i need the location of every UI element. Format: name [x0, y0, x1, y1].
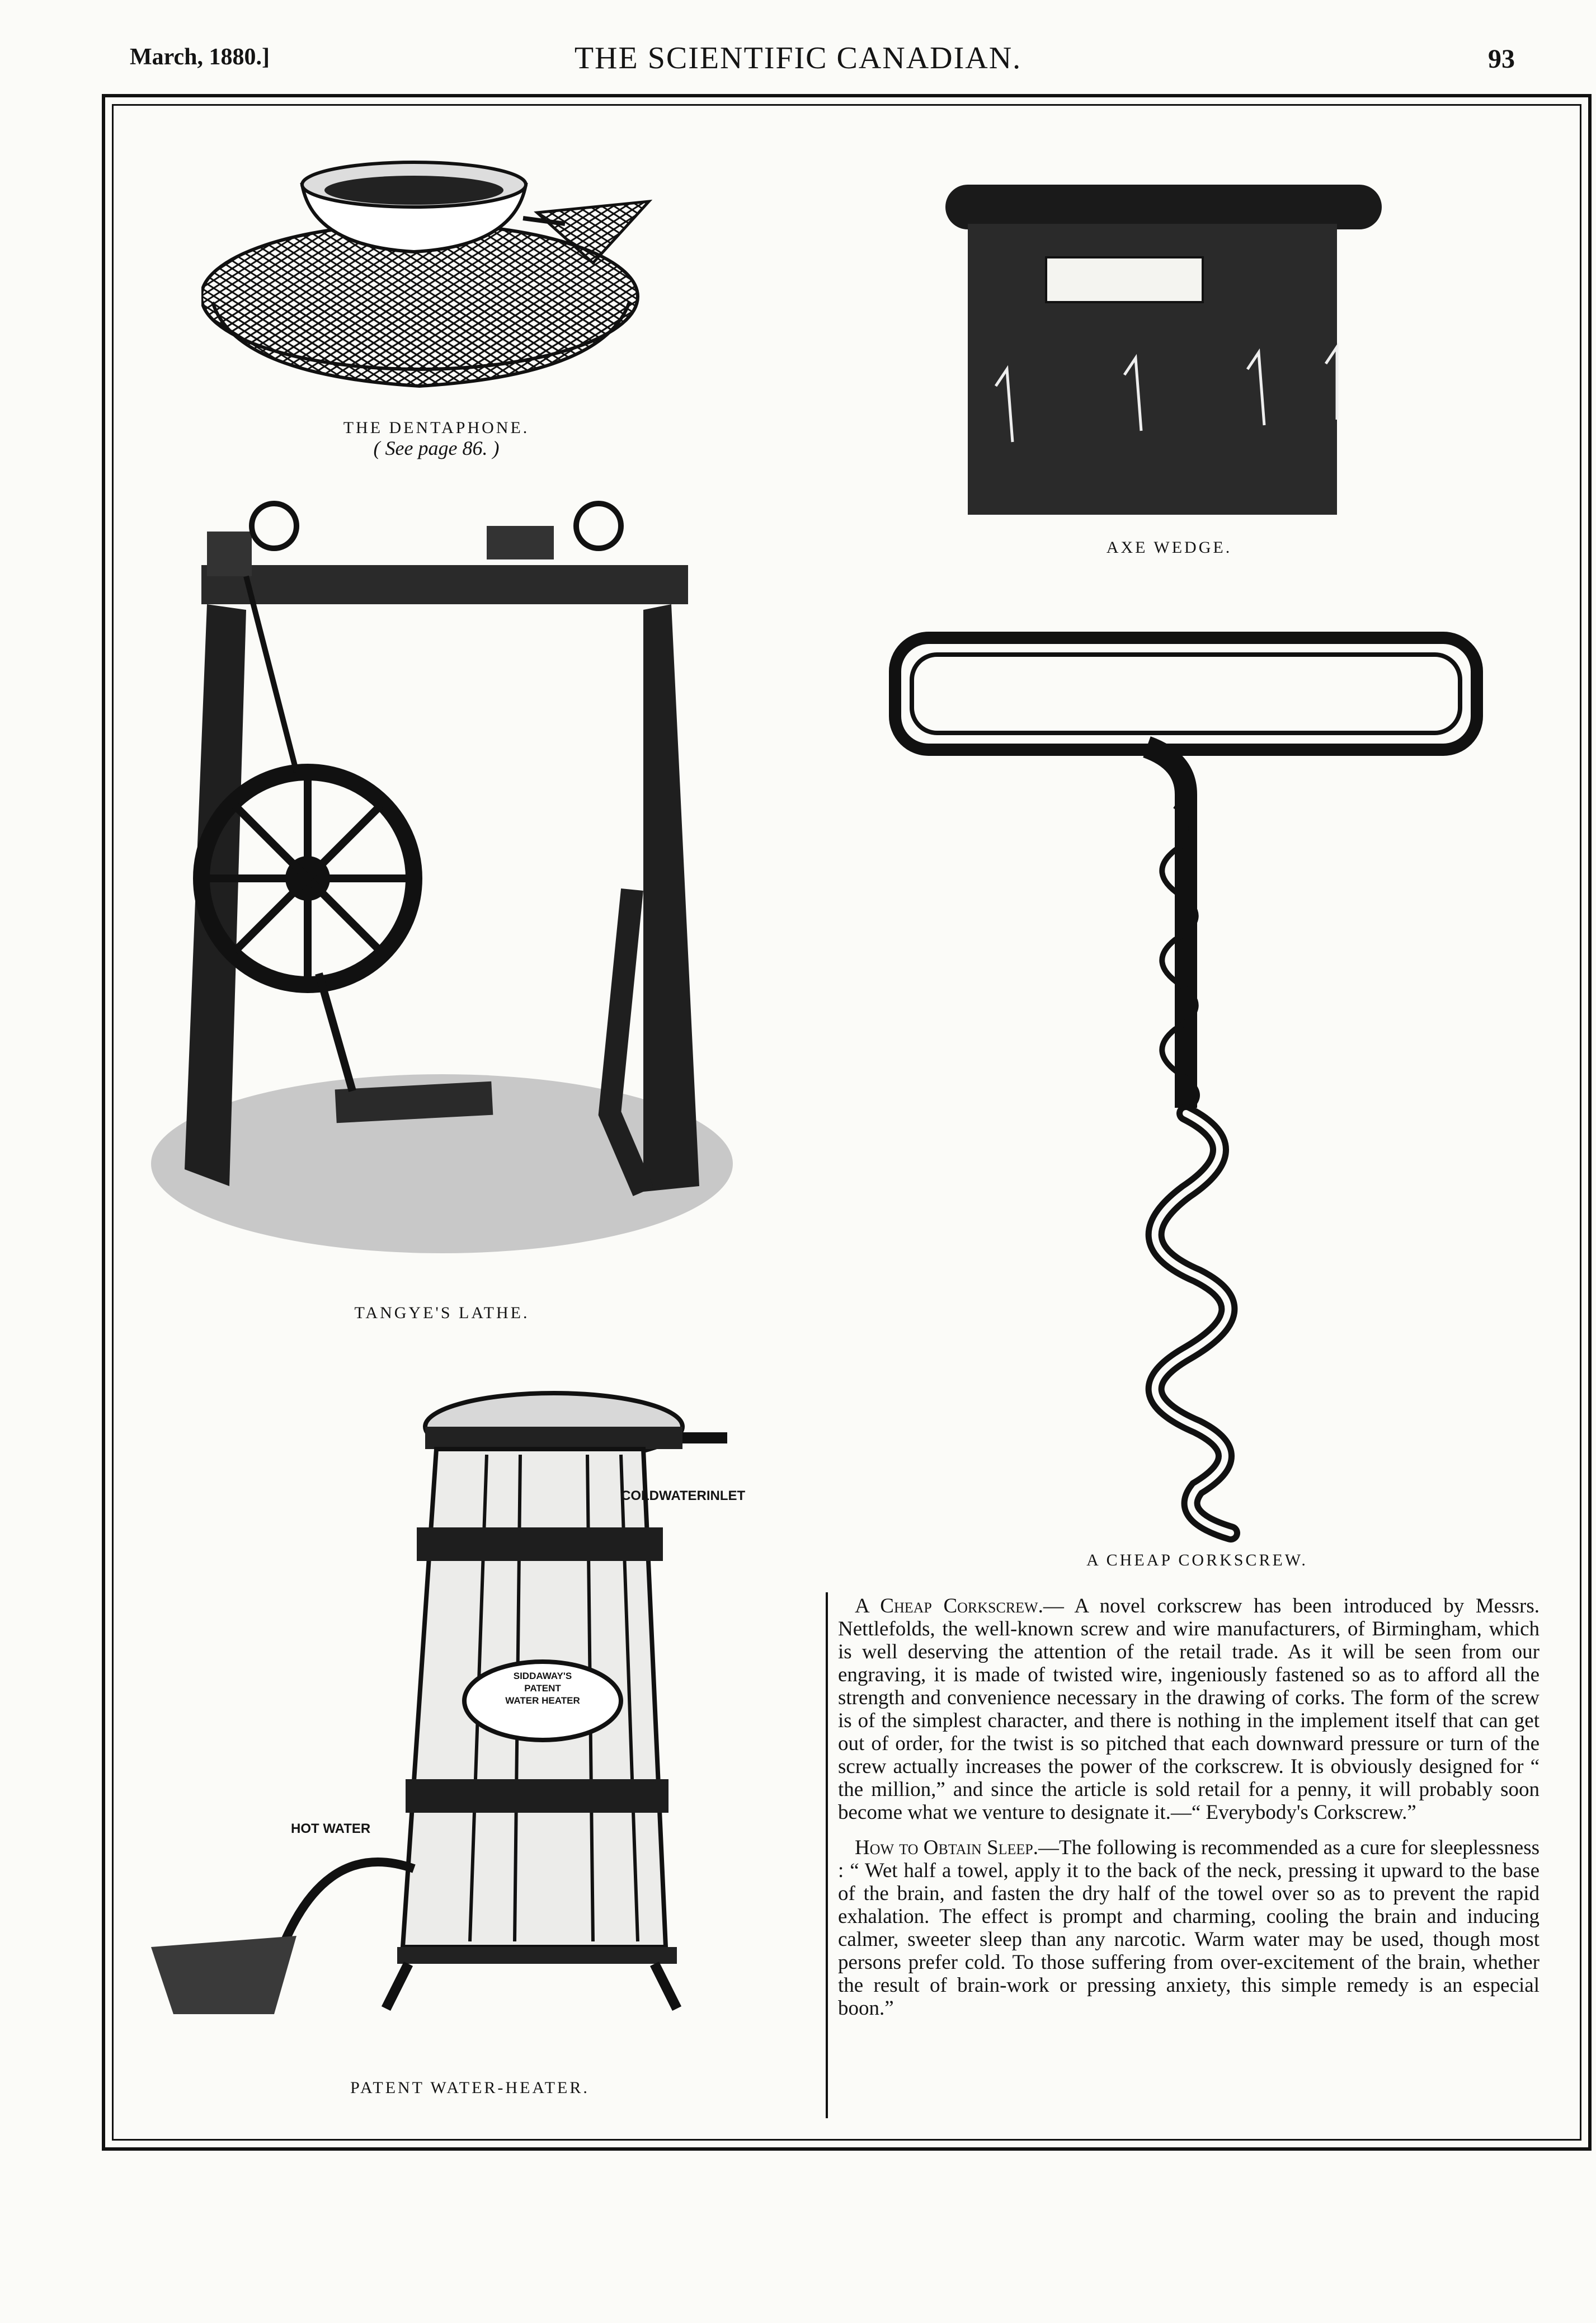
- corkscrew-caption: A CHEAP CORKSCREW.: [1086, 1551, 1308, 1569]
- dentaphone-caption: THE DENTAPHONE.: [343, 418, 530, 437]
- dentaphone-illustration: [201, 151, 660, 408]
- article-heading: How to Obtain Sleep.: [855, 1836, 1038, 1859]
- article-body: — A novel corkscrew has been introduced by Messrs. Nettlefolds, the well-known screw and wire manufacturers, of Birmingham, which is well deserving the attention of the retail trade. As it will be seen from our engraving, it is made of twisted wire, ingeniously fastened so as to afford all the strength and convenience necessary in the drawing of corks. The form of the screw is of the simplest character, and there is nothing in the implement itself that can get out of order, for the twist is so pitched that each downward pressure or turn of the screw actually increases the power of the corkscrew. It is obviously designed for “ the million,” and since the article is sold retail for a penny, it will probably soon become what we venture to designate it.—“ Everybody's Corkscrew.”: [838, 1595, 1539, 1824]
- lathe-illustration: [151, 498, 733, 1270]
- corkscrew-illustration: [884, 627, 1488, 1544]
- article-corkscrew: [838, 1595, 1539, 1824]
- article-heading: A Cheap Corkscrew.: [855, 1595, 1043, 1617]
- page-header: [0, 41, 1596, 88]
- axe-wedge-caption: AXE WEDGE.: [1106, 538, 1232, 557]
- water-heater-caption: PATENT WATER-HEATER.: [350, 2079, 590, 2097]
- article-sleep: [838, 1836, 1539, 2020]
- water-heater-illustration: [151, 1388, 755, 2020]
- axe-wedge-illustration: [945, 173, 1382, 520]
- dentaphone-subcaption: ( See page 86. ): [373, 437, 500, 459]
- header-date: March, 1880.]: [130, 44, 270, 70]
- page-number: 93: [1488, 44, 1515, 74]
- article-body: —The following is recommended as a cure for sleeplessness : “ Wet half a towel, apply it to the back of the neck, pressing it upward to the base of the brain, and fasten the dry half of the towel over so as to prevent the rapid exhalation. The effect is prompt and charming, cooling the brain and inducing calmer, sweeter sleep than any narcotic. Warm water may be used, though most persons prefer cold. To those suffering from over-excitement of the brain, whether the result of brain-work or pressing anxiety, this simple remedy is an especial boon.”: [838, 1836, 1539, 2020]
- nameplate-line-1: SIDDAWAY'S: [513, 1671, 572, 1681]
- nameplate-line-3: WATER HEATER: [505, 1695, 580, 1706]
- heater-nameplate: [475, 1670, 610, 1707]
- header-title: THE SCIENTIFIC CANADIAN.: [574, 41, 1022, 76]
- lathe-caption: TANGYE'S LATHE.: [354, 1304, 530, 1322]
- article-rule: [826, 1592, 828, 2118]
- label-hot-water: HOT WATER: [291, 1821, 371, 1836]
- label-cold-water-inlet: COLDWATERINLET: [621, 1488, 746, 1503]
- article-column: [838, 1595, 1539, 2032]
- nameplate-line-2: PATENT: [524, 1683, 561, 1694]
